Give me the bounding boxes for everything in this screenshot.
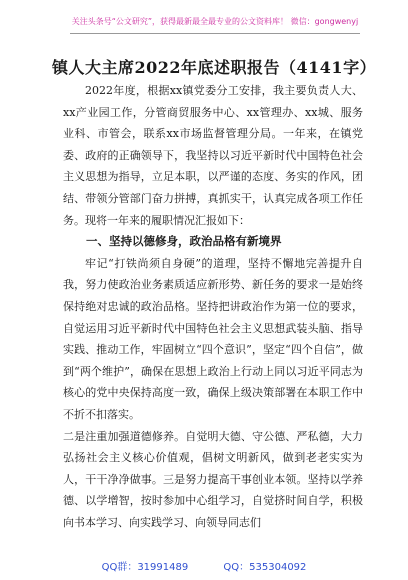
footer-qq: QQ：535304092 [223, 562, 307, 573]
body-paragraph: 牢记“打铁尚须自身硬”的道理，坚持不懈地完善提升自我，努力使政治业务素质适应新形势、新任务的要求一是始终保持绝对忠诚的政治品格。坚持把讲政治作为第一位的要求，自觉运用习近平新时代中国特色社会主义思想武装头脑、指导实践、推动工作，牢固树立“四个意识”，坚定“四个自信”，做到“两个维护”，确保在思想上政治上行动上同以习近平同志为核心的党中央保持高度一致，确保上级决策部署在本职工作中不折不扣落实。 [63, 256, 363, 421]
page-title: 镇人大主席2022年底述职报告（4141字） [52, 58, 377, 77]
footer [0, 558, 408, 573]
header-banner: 关注头条号“公文研究”，获得最新最全最专业的公文资料库！ 微信：gongwenyj [70, 11, 360, 34]
intro-paragraph: 2022年度，根据xx镇党委分工安排，我主要负责人大、xx产业园工作，分管商贸服务中心、xx管理办、xx城、服务业科、市管会，联系xx市场监督管理分局。一年来，在镇党委、政府的正确领导下，我坚持以习近平新时代中国特色社会主义思想为指导，立足本职，以严谨的态度、务实的作风，团结、带领分管部门奋力拼搏，真抓实干，认真完成各项工作任务。现将一年来的履职情况汇报如下： [63, 84, 363, 227]
body-paragraph: 二是注重加强道德修养。自觉明大德、守公德、严私德，大力弘扬社会主义核心价值观，倡树文明新风，做到老老实实为人，干干净净做事。三是努力提高干事创业本领。坚持以学养德、以学增智，按时参加中心组学习，自觉挤时间自学，积极向书本学习、向实践学习、向领导同志们 [63, 429, 363, 529]
document-body [63, 80, 363, 533]
footer-qq-group: QQ群：31991489 [101, 562, 189, 573]
section-heading: 一、坚持以德修身，政治品格有新境界 [86, 234, 282, 249]
